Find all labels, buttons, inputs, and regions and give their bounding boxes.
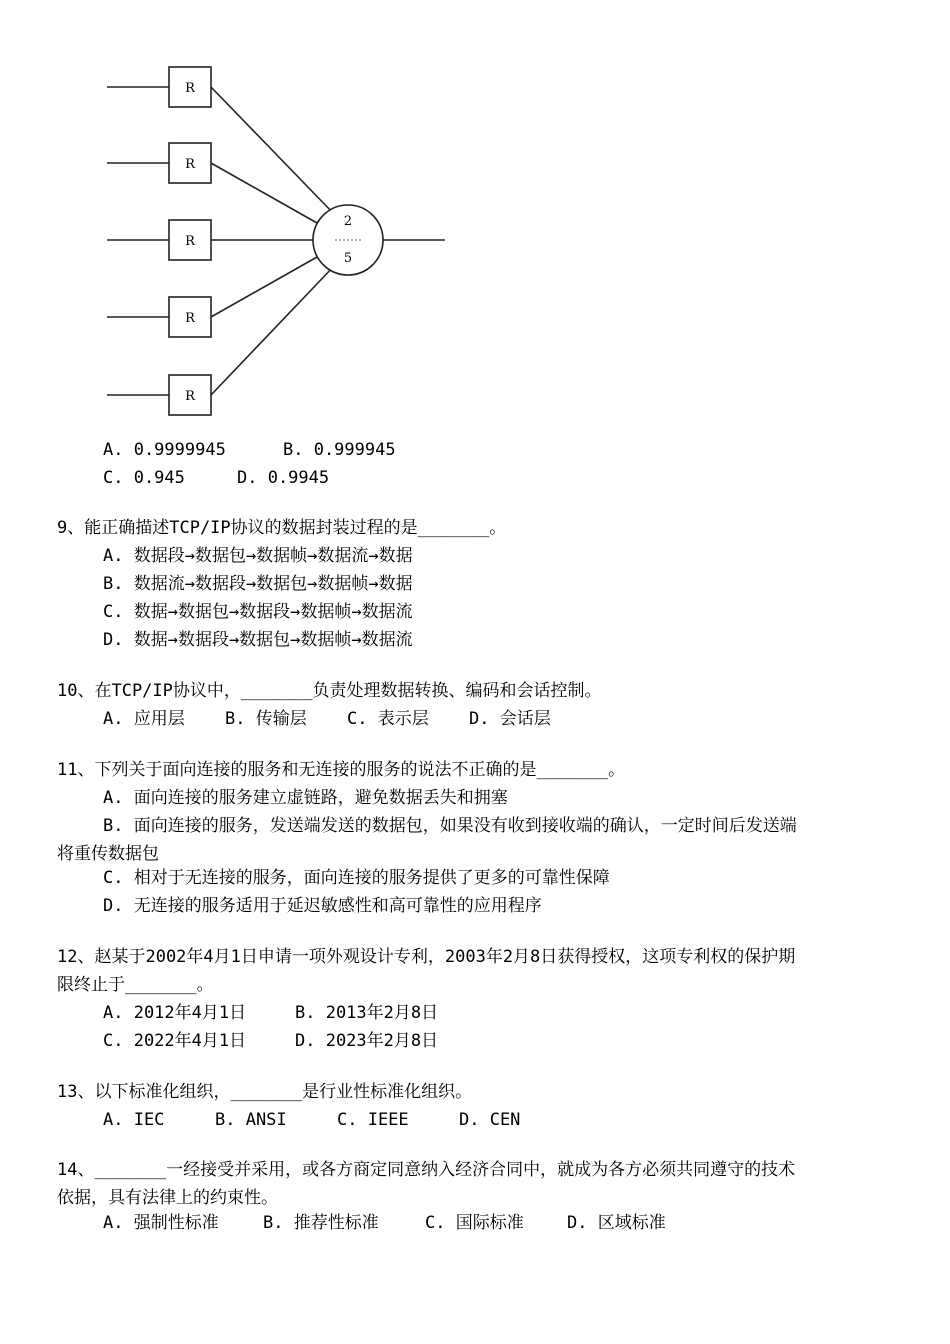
reliability-diagram: [95, 55, 455, 425]
router-label: R: [185, 311, 195, 326]
q10-option-c: C. 表示层: [347, 709, 429, 729]
q11-stem: 11、下列关于面向连接的服务和无连接的服务的说法不正确的是_______。: [57, 760, 626, 780]
q12-option-c: C. 2022年4月1日: [103, 1031, 247, 1051]
node-bottom-label: 5: [343, 251, 353, 266]
q9-stem: 9、能正确描述TCP/IP协议的数据封装过程的是_______。: [57, 518, 507, 538]
q8-option-d: D. 0.9945: [237, 468, 330, 488]
router-label: R: [185, 157, 195, 172]
q14-stem: 14、_______一经接受并采用，或各方商定同意纳入经济合同中，就成为各方必须共同遵守的技术: [57, 1160, 796, 1180]
q13-option-b: B. ANSI: [215, 1110, 287, 1130]
q9-option-c: C. 数据→数据包→数据段→数据帧→数据流: [103, 602, 413, 622]
q14-option-d: D. 区域标准: [567, 1213, 666, 1233]
q8-option-b: B. 0.999945: [283, 440, 396, 460]
q13-option-c: C. IEEE: [337, 1110, 409, 1130]
q14-stem-cont: 依据，具有法律上的约束性。: [57, 1188, 278, 1208]
q9-option-a: A. 数据段→数据包→数据帧→数据流→数据: [103, 546, 413, 566]
q11-option-c: C. 相对于无连接的服务，面向连接的服务提供了更多的可靠性保障: [103, 868, 610, 888]
q14-option-c: C. 国际标准: [425, 1213, 524, 1233]
q11-option-d: D. 无连接的服务适用于延迟敏感性和高可靠性的应用程序: [103, 896, 542, 916]
router-label: R: [185, 389, 195, 404]
q12-option-a: A. 2012年4月1日: [103, 1003, 247, 1023]
q8-option-a: A. 0.9999945: [103, 440, 226, 460]
q11-option-a: A. 面向连接的服务建立虚链路，避免数据丢失和拥塞: [103, 788, 508, 808]
q12-stem: 12、赵某于2002年4月1日申请一项外观设计专利，2003年2月8日获得授权，这项专利权的保护期: [57, 947, 796, 967]
q13-option-d: D. CEN: [459, 1110, 521, 1130]
q12-option-d: D. 2023年2月8日: [295, 1031, 439, 1051]
q10-option-d: D. 会话层: [469, 709, 551, 729]
q10-stem: 10、在TCP/IP协议中，_______负责处理数据转换、编码和会话控制。: [57, 681, 602, 701]
node-top-label: 2: [343, 214, 353, 229]
q13-option-a: A. IEC: [103, 1110, 165, 1130]
q14-option-b: B. 推荐性标准: [263, 1213, 379, 1233]
q12-stem-cont: 限终止于_______。: [57, 975, 214, 995]
q13-stem: 13、以下标准化组织，_______是行业性标准化组织。: [57, 1082, 473, 1102]
q12-option-b: B. 2013年2月8日: [295, 1003, 439, 1023]
router-label: R: [185, 81, 195, 96]
q11-option-b: B. 面向连接的服务，发送端发送的数据包，如果没有收到接收端的确认，一定时间后发送端: [103, 816, 797, 836]
router-label: R: [185, 234, 195, 249]
q9-option-d: D. 数据→数据段→数据包→数据帧→数据流: [103, 630, 413, 650]
q11-option-b-cont: 将重传数据包: [57, 844, 159, 864]
q10-option-a: A. 应用层: [103, 709, 185, 729]
q9-option-b: B. 数据流→数据段→数据包→数据帧→数据: [103, 574, 413, 594]
q10-option-b: B. 传输层: [225, 709, 307, 729]
q8-option-c: C. 0.945: [103, 468, 185, 488]
q14-option-a: A. 强制性标准: [103, 1213, 219, 1233]
